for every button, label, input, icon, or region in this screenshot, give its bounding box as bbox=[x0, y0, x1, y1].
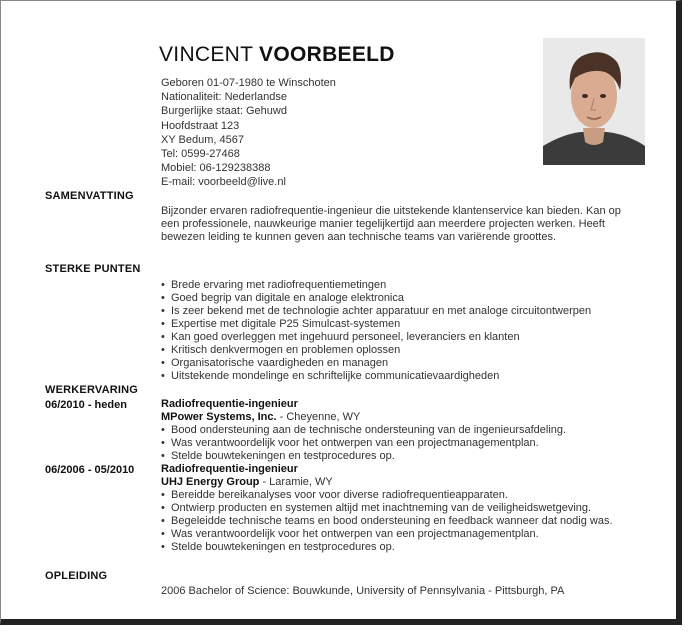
list-item: • Ontwierp producten en systemen altijd met inachtneming van de veiligheidswetgeving. bbox=[161, 502, 641, 515]
list-item: • Organisatorische vaardigheden en managen bbox=[161, 357, 591, 370]
list-item: • Expertise met digitale P25 Simulcast-systemen bbox=[161, 318, 591, 331]
list-item: • Bood ondersteuning aan de technische ondersteuning van de ingenieursafdeling. bbox=[161, 424, 566, 437]
list-item: • Stelde bouwtekeningen en testprocedures op. bbox=[161, 541, 641, 554]
list-item: • Brede ervaring met radiofrequentiemetingen bbox=[161, 279, 591, 292]
job-1-bullets bbox=[161, 424, 566, 463]
birth-line: Geboren 01-07-1980 te Winschoten bbox=[161, 77, 336, 89]
city-line: XY Bedum, 4567 bbox=[161, 133, 244, 146]
last-name: VOORBEELD bbox=[259, 43, 395, 66]
job-2-location: - Laramie, WY bbox=[259, 476, 333, 488]
job-1-company-name: MPower Systems, Inc. bbox=[161, 411, 277, 423]
summary-text: Bijzonder ervaren radiofrequentie-ingenieur die uitstekende klantenservice kan bieden. Kan op een professionele, nauwkeurige manier tegelijkertijd aan meerdere projecten werken. Heeft bewezen leiding te kunnen geven aan technische teams van variërende groottes. bbox=[161, 205, 621, 243]
job-1-dates: 06/2010 - heden bbox=[45, 399, 127, 411]
list-item: • Kan goed overleggen met ingehuurd personeel, leveranciers en klanten bbox=[161, 331, 591, 344]
street-line: Hoofdstraat 123 bbox=[161, 119, 240, 132]
strengths-list bbox=[161, 279, 591, 383]
job-1-company bbox=[161, 411, 566, 424]
job-1-title: Radiofrequentie-ingenieur bbox=[161, 398, 298, 410]
profile-photo bbox=[543, 38, 645, 165]
list-item: • Uitstekende mondelinge en schriftelijke communicatievaardigheden bbox=[161, 370, 591, 383]
education-heading: OPLEIDING bbox=[45, 570, 108, 582]
list-item: • Was verantwoordelijk voor het ontwerpen van een projectmanagementplan. bbox=[161, 437, 566, 450]
education-entry: 2006 Bachelor of Science: Bouwkunde, University of Pennsylvania - Pittsburgh, PA bbox=[161, 585, 565, 597]
job-2-dates: 06/2006 - 05/2010 bbox=[45, 464, 135, 476]
strengths-heading: STERKE PUNTEN bbox=[45, 263, 141, 275]
mobile-line: Mobiel: 06-129238388 bbox=[161, 162, 271, 175]
experience-heading: WERKERVARING bbox=[45, 384, 139, 396]
list-item: • Bereidde bereikanalyses voor voor diverse radiofrequentieapparaten. bbox=[161, 489, 641, 502]
candidate-name bbox=[159, 43, 395, 67]
job-2-bullets bbox=[161, 489, 641, 554]
summary-heading: SAMENVATTING bbox=[45, 190, 134, 202]
first-name: VINCENT bbox=[159, 43, 253, 66]
list-item: • Is zeer bekend met de technologie achter apparatuur en met analoge circuitontwerpen bbox=[161, 305, 591, 318]
list-item: • Kritisch denkvermogen en problemen oplossen bbox=[161, 344, 591, 357]
job-2 bbox=[161, 463, 641, 554]
job-1-location: - Cheyenne, WY bbox=[276, 411, 361, 423]
job-2-title: Radiofrequentie-ingenieur bbox=[161, 463, 298, 475]
job-2-company bbox=[161, 476, 641, 489]
list-item: • Was verantwoordelijk voor het ontwerpen van een projectmanagementplan. bbox=[161, 528, 641, 541]
contact-info bbox=[161, 76, 336, 190]
list-item: • Goed begrip van digitale en analoge elektronica bbox=[161, 292, 591, 305]
email-line: E-mail: voorbeeld@live.nl bbox=[161, 176, 286, 189]
list-item: • Begeleidde technische teams en bood ondersteuning en feedback wanneer dat nodig was. bbox=[161, 515, 641, 528]
marital-status-line: Burgerlijke staat: Gehuwd bbox=[161, 105, 287, 118]
job-2-company-name: UHJ Energy Group bbox=[161, 476, 260, 488]
nationality-line: Nationaliteit: Nederlandse bbox=[161, 91, 287, 104]
job-1 bbox=[161, 398, 566, 463]
phone-line: Tel: 0599-27468 bbox=[161, 148, 240, 161]
list-item: • Stelde bouwtekeningen en testprocedures op. bbox=[161, 450, 566, 463]
